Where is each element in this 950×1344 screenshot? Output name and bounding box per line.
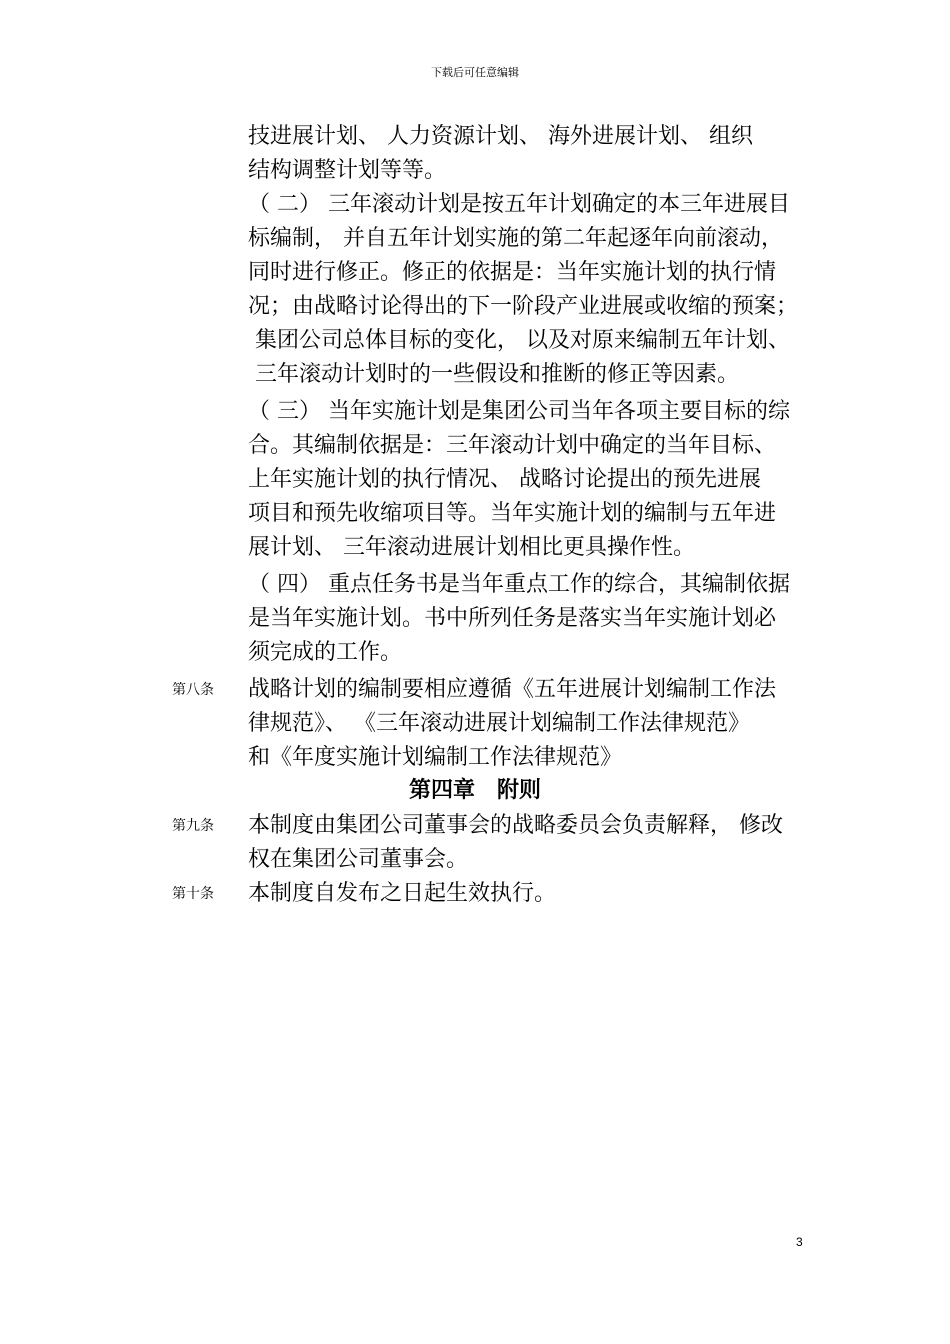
- paragraph-line: （ 四） 重点任务书是当年重点工作的综合，其编制依据: [248, 572, 790, 597]
- article-8-line: 律规范》、 《三年滚动进展计划编制工作法律规范》: [248, 711, 750, 736]
- article-10-line: 本制度自发布之日起生效执行。: [248, 881, 557, 906]
- paragraph-line: （ 三） 当年实施计划是集团公司当年各项主要目标的综: [248, 399, 790, 424]
- paragraph-line: 上年实施计划的执行情况、 战略讨论提出的预先进展: [248, 467, 761, 492]
- article-9-line: 权在集团公司董事会。: [248, 847, 469, 872]
- paragraph-line: 三年滚动计划时的一些假设和推断的修正等因素。: [248, 362, 739, 387]
- article-8-line: 和《年度实施计划编制工作法律规范》: [248, 745, 623, 770]
- article-10-label: 第十条: [172, 886, 214, 902]
- paragraph-line: 结构调整计划等等。: [248, 158, 447, 183]
- paragraph-line: 合。其编制依据是：三年滚动计划中确定的当年目标、: [248, 433, 777, 458]
- chapter-title: 第四章 附则: [408, 778, 541, 803]
- article-8-line: 战略计划的编制要相应遵循《五年进展计划编制工作法: [248, 677, 777, 702]
- page-number: 3: [796, 1235, 803, 1249]
- paragraph-line: 项目和预先收缩项目等。当年实施计划的编制与五年进: [248, 501, 777, 526]
- paragraph-line: 展计划、 三年滚动进展计划相比更具操作性。: [248, 535, 695, 560]
- paragraph-line: 同时进行修正。修正的依据是：当年实施计划的执行情: [248, 260, 777, 285]
- paragraph-line: （ 二） 三年滚动计划是按五年计划确定的本三年进展目: [248, 192, 790, 217]
- paragraph-line: 集团公司总体目标的变化， 以及对原来编制五年计划、: [248, 328, 790, 353]
- page-header: 下载后可任意编辑: [431, 66, 519, 79]
- paragraph-line: 是当年实施计划。书中所列任务是落实当年实施计划必: [248, 606, 777, 631]
- article-9-label: 第九条: [172, 818, 214, 834]
- paragraph-line: 技进展计划、 人力资源计划、 海外进展计划、 组织: [248, 124, 753, 149]
- paragraph-line: 须完成的工作。: [248, 640, 403, 665]
- article-9-line: 本制度由集团公司董事会的战略委员会负责解释， 修改: [248, 813, 783, 838]
- article-8-label: 第八条: [172, 682, 214, 698]
- paragraph-line: 况；由战略讨论得出的下一阶段产业进展或收缩的预案；: [248, 294, 799, 319]
- paragraph-line: 标编制， 并自五年计划实施的第二年起逐年向前滚动，: [248, 226, 783, 251]
